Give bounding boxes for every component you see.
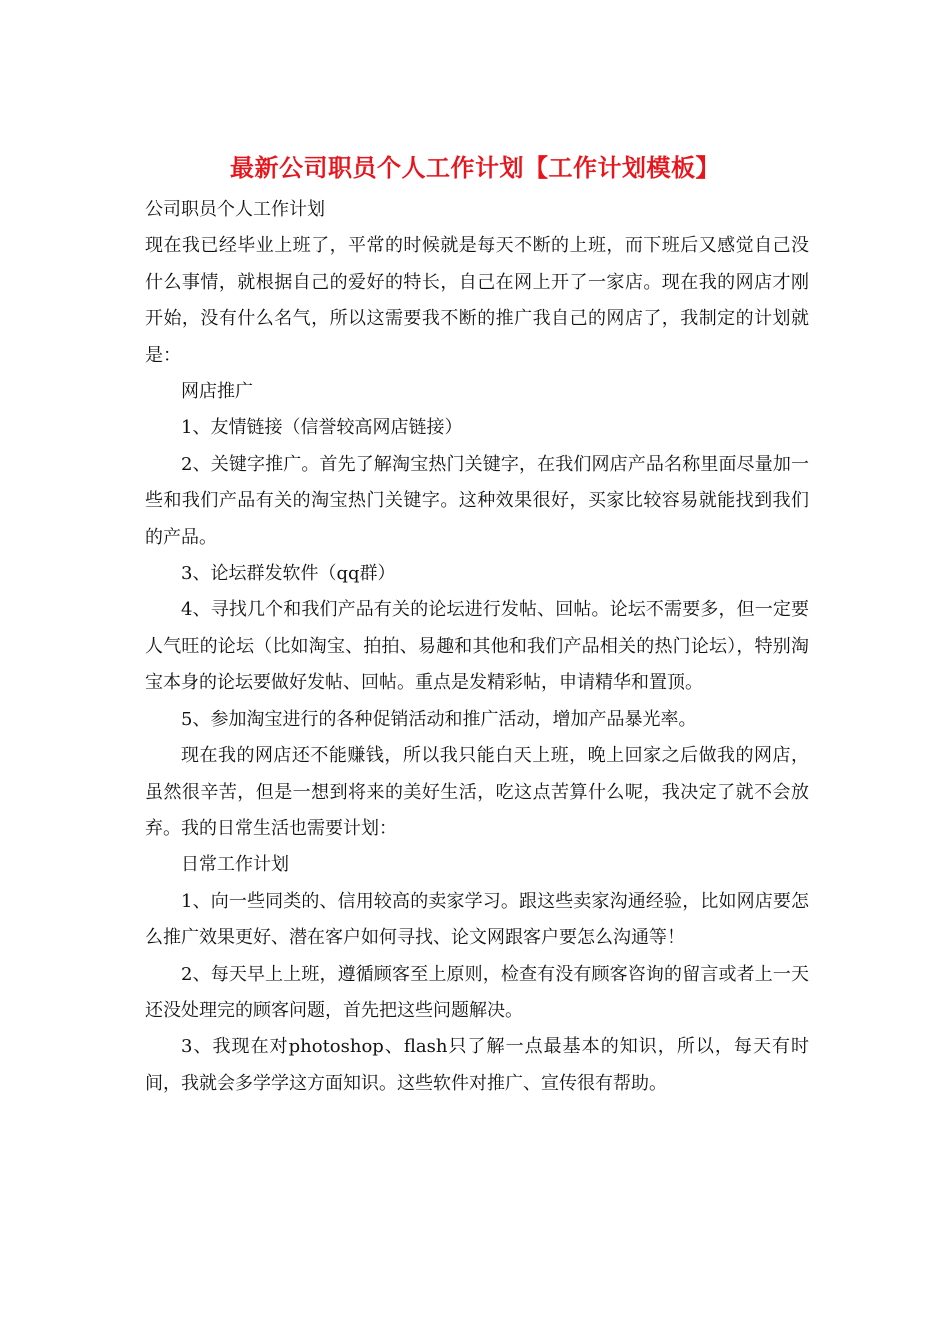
paragraph-text: 现在我的网店还不能赚钱，所以我只能白天上班，晚上回家之后做我的网店，虽然很辛苦，但是一想到将来的美好生活，吃这点苦算什么呢，我决定了就不会放弃。我的日常生活也需要计划： <box>145 745 809 839</box>
paragraph-subtitle: 公司职员个人工作计划 <box>145 199 325 220</box>
document-title: 最新公司职员个人工作计划【工作计划模板】 <box>230 153 720 182</box>
paragraph-item: 1、友情链接（信誉较高网店链接） <box>181 417 463 439</box>
paragraph-intro: 现在我已经毕业上班了，平常的时候就是每天不断的上班，而下班后又感觉自己没什么事情，就根据自己的爱好的特长，自己在网上开了一家店。现在我的网店才刚开始，没有什么名气，所以这需要我不断的推广我自己的网店了，我制定的计划就是： <box>145 235 809 366</box>
document-body <box>145 192 809 1102</box>
paragraph-item: 2、每天早上上班，遵循顾客至上原则，检查有没有顾客咨询的留言或者上一天还没处理完的顾客问题，首先把这些问题解决。 <box>145 963 809 1021</box>
paragraph-item: 2、关键字推广。首先了解淘宝热门关键字，在我们网店产品名称里面尽量加一些和我们产品有关的淘宝热门关键字。这种效果很好，买家比较容易就能找到我们的产品。 <box>145 453 809 548</box>
paragraph-item: 1、向一些同类的、信用较高的卖家学习。跟这些卖家沟通经验，比如网店要怎么推广效果更好、潜在客户如何寻找、论文网跟客户要怎么沟通等！ <box>145 890 809 949</box>
paragraph-item: 4、寻找几个和我们产品有关的论坛进行发帖、回帖。论坛不需要多，但一定要人气旺的论坛（比如淘宝、拍拍、易趣和其他和我们产品相关的热门论坛），特别淘宝本身的论坛要做好发帖、回帖。重点是发精彩帖，申请精华和置顶。 <box>145 599 809 694</box>
paragraph-item: 3、我现在对photoshop、flash只了解一点最基本的知识，所以，每天有时间，我就会多学学这方面知识。这些软件对推广、宣传很有帮助。 <box>145 1036 809 1094</box>
paragraph-heading-daily-plan: 日常工作计划 <box>181 854 289 876</box>
paragraph-item: 5、参加淘宝进行的各种促销活动和推广活动，增加产品暴光率。 <box>181 708 697 730</box>
paragraph-heading-shop-promotion: 网店推广 <box>181 381 253 403</box>
paragraph-item: 3、论坛群发软件（qq群） <box>181 563 396 585</box>
